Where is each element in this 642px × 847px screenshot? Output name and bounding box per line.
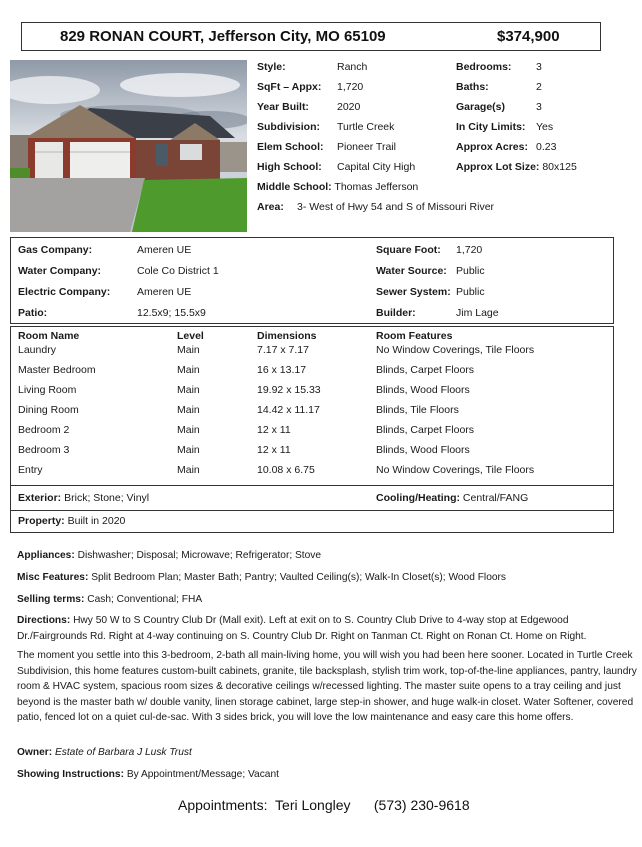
property-photo bbox=[10, 60, 247, 232]
listing-address: 829 RONAN COURT, Jefferson City, MO 65109 bbox=[60, 28, 386, 45]
room-features: Blinds, Tile Floors bbox=[376, 404, 459, 416]
spec-year-built: Year Built: 2020 bbox=[257, 101, 361, 113]
room-level: Main bbox=[177, 464, 200, 476]
room-name: Bedroom 3 bbox=[18, 444, 70, 456]
agent-name: Teri Longley bbox=[275, 797, 351, 813]
sewer-system-value: Public bbox=[456, 286, 485, 298]
room-features: No Window Coverings, Tile Floors bbox=[376, 344, 535, 356]
room-dimensions: 12 x 11 bbox=[257, 444, 291, 456]
spec-lot-size: Approx Lot Size: 80x125 bbox=[456, 161, 577, 173]
showing-instructions-line: Showing Instructions: By Appointment/Message; Vacant bbox=[17, 769, 279, 780]
spec-city-limits: In City Limits: Yes bbox=[456, 121, 554, 133]
cooling-heating-info: Cooling/Heating: Central/FANG bbox=[376, 492, 529, 504]
exterior-info: Exterior: Brick; Stone; Vinyl bbox=[18, 492, 150, 504]
room-level: Main bbox=[177, 344, 200, 356]
header-box bbox=[21, 22, 601, 51]
square-foot-label: Square Foot: bbox=[376, 244, 441, 256]
room-name: Entry bbox=[18, 464, 43, 476]
room-features: No Window Coverings, Tile Floors bbox=[376, 464, 535, 476]
water-company-value: Cole Co District 1 bbox=[137, 265, 219, 277]
spec-area: Area: 3- West of Hwy 54 and S of Missouri River bbox=[257, 201, 495, 213]
room-level: Main bbox=[177, 424, 200, 436]
property-info: Property: Built in 2020 bbox=[18, 515, 126, 527]
appointments-label: Appointments: bbox=[178, 797, 268, 813]
appliances-line: Appliances: Dishwasher; Disposal; Microwave; Refrigerator; Stove bbox=[17, 550, 322, 561]
utilities-box bbox=[10, 237, 614, 324]
room-name: Bedroom 2 bbox=[18, 424, 70, 436]
room-dimensions: 14.42 x 11.17 bbox=[257, 404, 320, 416]
room-dimensions: 7.17 x 7.17 bbox=[257, 344, 309, 356]
selling-terms-line: Selling terms: Cash; Conventional; FHA bbox=[17, 594, 203, 605]
spec-style: Style: Ranch bbox=[257, 61, 368, 73]
room-dimensions: 12 x 11 bbox=[257, 424, 291, 436]
room-level: Main bbox=[177, 384, 200, 396]
spec-baths: Baths: 2 bbox=[456, 81, 542, 93]
water-source-value: Public bbox=[456, 265, 485, 277]
rooms-box bbox=[10, 326, 614, 533]
square-foot-value: 1,720 bbox=[456, 244, 483, 256]
room-features: Blinds, Carpet Floors bbox=[376, 364, 475, 376]
spec-high-school: High School: Capital City High bbox=[257, 161, 416, 173]
spec-garages: Garage(s) 3 bbox=[456, 101, 542, 113]
room-name: Master Bedroom bbox=[18, 364, 96, 376]
rooms-header-features: Room Features bbox=[376, 330, 453, 342]
water-source-label: Water Source: bbox=[376, 265, 447, 277]
patio-value: 12.5x9; 15.5x9 bbox=[137, 307, 206, 319]
room-dimensions: 10.08 x 6.75 bbox=[257, 464, 315, 476]
builder-label: Builder: bbox=[376, 307, 416, 319]
room-name: Laundry bbox=[18, 344, 56, 356]
rooms-header-name: Room Name bbox=[18, 330, 80, 342]
room-dimensions: 19.92 x 15.33 bbox=[257, 384, 321, 396]
spec-middle-school: Middle School: Thomas Jefferson bbox=[257, 181, 419, 193]
room-level: Main bbox=[177, 364, 200, 376]
room-name: Dining Room bbox=[18, 404, 79, 416]
room-level: Main bbox=[177, 404, 200, 416]
room-features: Blinds, Carpet Floors bbox=[376, 424, 475, 436]
room-level: Main bbox=[177, 444, 200, 456]
room-features: Blinds, Wood Floors bbox=[376, 384, 470, 396]
agent-phone[interactable]: (573) 230-9618 bbox=[373, 797, 470, 813]
patio-label: Patio: bbox=[18, 307, 48, 319]
electric-company-value: Ameren UE bbox=[137, 286, 192, 298]
builder-value: Jim Lage bbox=[456, 307, 499, 319]
spec-subdivision: Subdivision: Turtle Creek bbox=[257, 121, 395, 133]
description-paragraph: The moment you settle into this 3-bedroom, 2-bath all main-living home, you will wish you had been here sooner. Located in Turtle Creek Subdivision, this home features custom-built cabinets, granite, tile backsplash, stylish trim work, top-of-the-line appliances, pantry, laundry room & HVAC system, spacious room sizes & decorative ceilings w/recessed lighting. The master suite opens to a tray ceiling and just beyond is the master bath w/ double vanity, linen storage cabinet, large step-in shower, and huge walk-in closet. Water Softener, covered patio, fenced lot on a quiet cul-de-sac. With 3 sides brick, you will love the low maintenance and easy care this home offers. bbox=[17, 650, 637, 723]
rooms-divider bbox=[11, 485, 613, 486]
rooms-header-dimensions: Dimensions bbox=[257, 330, 317, 342]
spec-bedrooms: Bedrooms: 3 bbox=[456, 61, 542, 73]
spec-elem-school: Elem School: Pioneer Trail bbox=[257, 141, 396, 153]
room-features: Blinds, Wood Floors bbox=[376, 444, 470, 456]
water-company-label: Water Company: bbox=[18, 265, 102, 277]
gas-company-value: Ameren UE bbox=[137, 244, 192, 256]
appointments-footer bbox=[178, 797, 470, 813]
spec-acres: Approx Acres: 0.23 bbox=[456, 141, 557, 153]
owner-line: Owner: Estate of Barbara J Lusk Trust bbox=[17, 747, 192, 758]
listing-price: $374,900 bbox=[497, 28, 560, 45]
gas-company-label: Gas Company: bbox=[18, 244, 93, 256]
electric-company-label: Electric Company: bbox=[18, 286, 111, 298]
rooms-divider bbox=[11, 510, 613, 511]
room-dimensions: 16 x 13.17 bbox=[257, 364, 307, 376]
spec-sqft: SqFt – Appx: 1,720 bbox=[257, 81, 364, 93]
misc-features-line: Misc Features: Split Bedroom Plan; Master Bath; Pantry; Vaulted Ceiling(s); Walk-In Closet(s); Wood Floors bbox=[17, 572, 507, 583]
room-name: Living Room bbox=[18, 384, 77, 396]
directions-line: Directions: Hwy 50 W to S Country Club Dr (Mall exit). Left at exit on to S. Country Club Drive to 4-way stop at Edgewood Dr./Fairgrounds Rd. Right at 4-way continuing on S. Country Club Dr. Right on Tanman Ct. Right on Ronan Ct. Home on Right. bbox=[17, 615, 587, 642]
house-image-icon bbox=[10, 60, 247, 232]
sewer-system-label: Sewer System: bbox=[376, 286, 451, 298]
rooms-header-level: Level bbox=[177, 330, 204, 342]
